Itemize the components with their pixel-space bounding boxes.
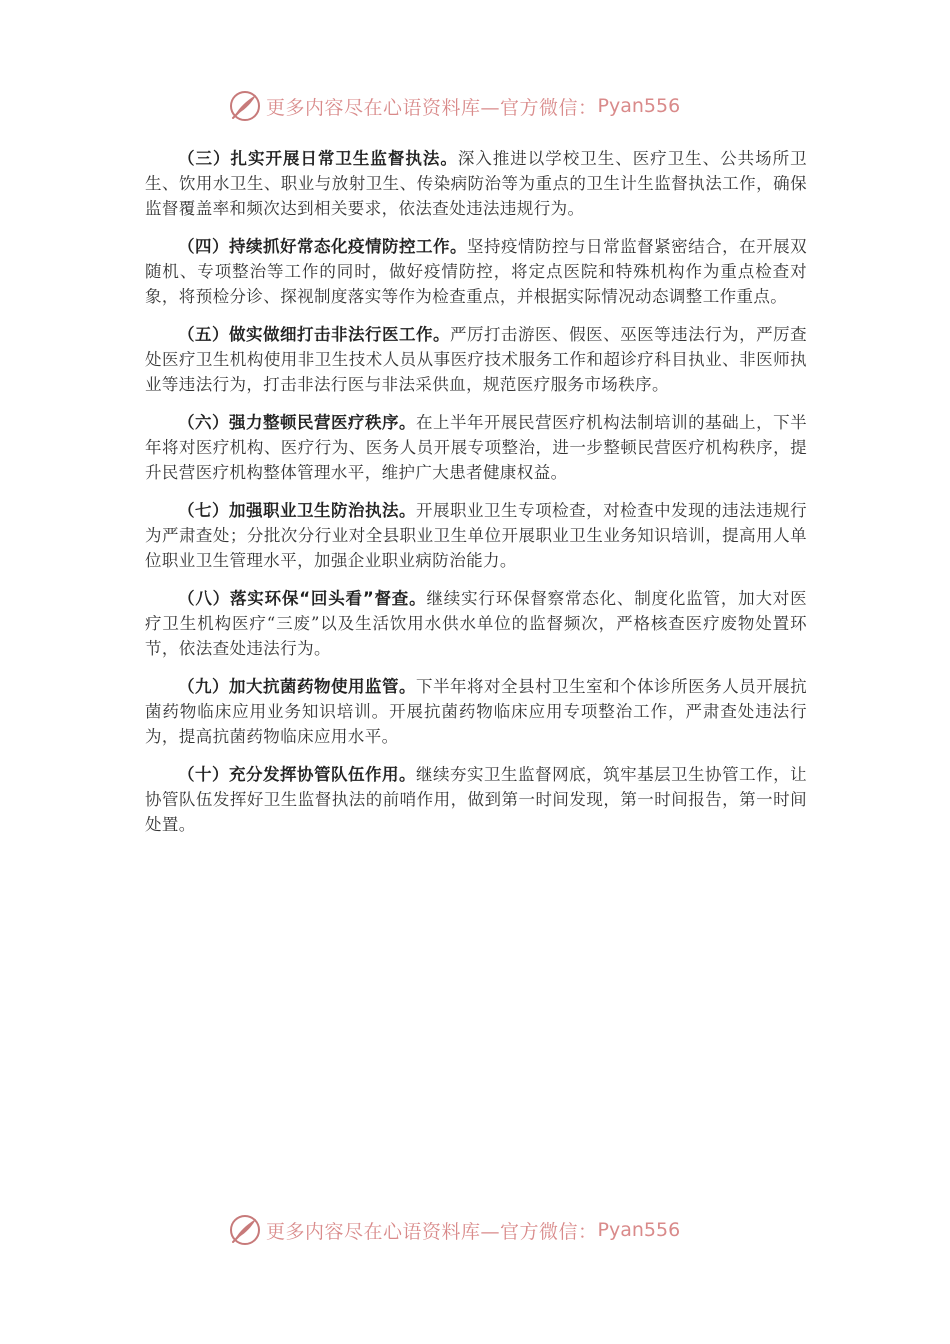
paragraph-body: 开展职业卫生专项检查，对检查中发现的违法违规行为严肃查处；分批次分行业对全县职业卫生单位开展职业卫生业务知识培训，提高用人单位职业卫生管理水平，加强企业职业病防治能力。 xyxy=(145,501,808,570)
paragraph-body: 下半年将对全县村卫生室和个体诊所医务人员开展抗菌药物临床应用业务知识培训。开展抗菌药物临床应用专项整治工作，严肃查处违法行为，提高抗菌药物临床应用水平。 xyxy=(145,677,808,746)
paragraph-body: 继续实行环保督察常态化、制度化监管，加大对医疗卫生机构医疗“三废”以及生活饮用水供水单位的监督频次，严格核查医疗废物处置环节，依法查处违法行为。 xyxy=(145,589,807,658)
paragraph-body: 深入推进以学校卫生、医疗卫生、公共场所卫生、饮用水卫生、职业与放射卫生、传染病防治等为重点的卫生计生监督执法工作，确保监督覆盖率和频次达到相关要求，依法查处违法违规行为。 xyxy=(145,149,808,218)
paragraph xyxy=(145,498,807,573)
banner-text: 更多内容尽在心语资料库—官方微信： xyxy=(266,96,598,119)
paragraph-body: 继续夯实卫生监督网底，筑牢基层卫生协管工作，让协管队伍发挥好卫生监督执法的前哨作用，做到第一时间发现，第一时间报告，第一时间处置。 xyxy=(145,765,808,834)
banner-text: 更多内容尽在心语资料库—官方微信： xyxy=(266,1220,598,1243)
paragraph-heading: （四）持续抓好常态化疫情防控工作。 xyxy=(178,237,468,256)
paragraph-heading: （十）充分发挥协管队伍作用。 xyxy=(178,765,417,784)
paragraph-body: 严厉打击游医、假医、巫医等违法行为，严厉查处医疗卫生机构使用非卫生技术人员从事医疗技术服务工作和超诊疗科目执业、非医师执业等违法行为，打击非法行医与非法采供血，规范医疗服务市场秩序。 xyxy=(145,325,807,394)
quill-pen-logo-icon xyxy=(228,89,262,123)
paragraph-heading: （七）加强职业卫生防治执法。 xyxy=(178,501,417,520)
paragraph-heading: （八）落实环保“回头看”督查。 xyxy=(178,589,427,608)
paragraph xyxy=(145,586,807,661)
paragraph xyxy=(145,234,807,309)
paragraph xyxy=(145,146,807,221)
paragraph xyxy=(145,410,807,485)
paragraph-heading: （五）做实做细打击非法行医工作。 xyxy=(178,325,451,344)
paragraph-body: 坚持疫情防控与日常监督紧密结合，在开展双随机、专项整治等工作的同时，做好疫情防控，将定点医院和特殊机构作为重点检查对象，将预检分诊、探视制度落实等作为检查重点，并根据实际情况动态调整工作重点。 xyxy=(145,237,807,306)
document-body xyxy=(145,146,807,850)
paragraph xyxy=(145,674,807,749)
paragraph xyxy=(145,762,807,837)
quill-pen-logo-icon xyxy=(228,1213,262,1247)
paragraph-body: 在上半年开展民营医疗机构法制培训的基础上，下半年将对医疗机构、医疗行为、医务人员开展专项整治，进一步整顿民营医疗机构秩序，提升民营医疗机构整体管理水平，维护广大患者健康权益。 xyxy=(145,413,808,482)
banner-wechat-id: Pyan556 xyxy=(597,1219,681,1241)
banner-wechat-id: Pyan556 xyxy=(597,95,681,117)
paragraph xyxy=(145,322,807,397)
paragraph-heading: （三）扎实开展日常卫生监督执法。 xyxy=(178,149,458,168)
paragraph-heading: （六）强力整顿民营医疗秩序。 xyxy=(178,413,417,432)
paragraph-heading: （九）加大抗菌药物使用监管。 xyxy=(178,677,417,696)
footer-banner xyxy=(228,1212,680,1248)
header-banner xyxy=(228,88,680,124)
